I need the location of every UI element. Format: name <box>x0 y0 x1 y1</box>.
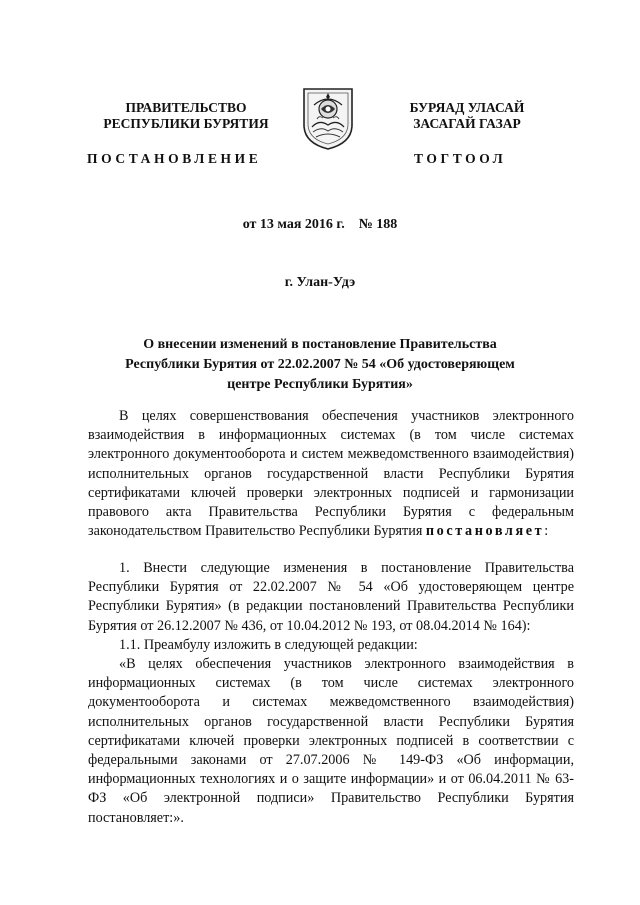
header-left-line1: ПРАВИТЕЛЬСТВО <box>125 100 247 115</box>
header-right-line2: ЗАСАГАЙ ГАЗАР <box>413 116 521 131</box>
header-right-line1: БУРЯАД УЛАСАЙ <box>409 100 525 115</box>
header-left-line2: РЕСПУБЛИКИ БУРЯТИЯ <box>103 116 269 131</box>
title-line-1: О внесении изменений в постановление Правительства <box>143 337 497 352</box>
city: г. Улан-Удэ <box>284 275 356 290</box>
preamble-text: В целях совершенствования обеспечения участников электронного взаимодействия в информационных системах (в том числе системах электронного документооборота и систем межведомственного взаимодействия) исполнительных органов государственной власти Республики Бурятия сертификатами ключей проверки электронных подписей и гармонизации правового акта Правительства Республики Бурятия с федеральным законодательством Правительство Республики Бурятия <box>88 408 574 540</box>
title-line-2: Республики Бурятия от 22.02.2007 № 54 «Об удостоверяющем <box>125 357 515 372</box>
header-right <box>372 100 562 132</box>
preamble-quote: «В целях обеспечения участников электронного взаимодействия в информационных системах (в том числе системах электронного документооборота и системах межведомственного взаимодействия) исполнительных органов государственной власти Республики Бурятия сертификатами ключей проверки электронных подписей в соответствии с федеральными законами от 27.07.2006 № 149-ФЗ «Об информации, информационных технологиях и о защите информации» и от 06.04.2011 № 63-ФЗ «Об электронной подписи» Правительство Республики Бурятия постановляет:». <box>88 656 574 826</box>
preamble-paragraph <box>88 407 574 541</box>
document-body <box>88 407 574 541</box>
document-items <box>88 559 574 828</box>
item-1-1: 1.1. Преамбулу изложить в следующей редакции: <box>119 636 418 653</box>
title-line-3: центре Республики Бурятия» <box>227 377 413 392</box>
decree-word: постановляет <box>425 523 545 540</box>
preamble-end: : <box>544 523 549 540</box>
document-title <box>90 335 550 395</box>
date-number: от 13 мая 2016 г. № 188 <box>242 217 398 232</box>
header-left <box>86 100 286 132</box>
doc-type-left: ПОСТАНОВЛЕНИЕ <box>87 151 262 166</box>
item-1: 1. Внести следующие изменения в постановление Правительства Республики Бурятия от 22.02.2007 № 54 «Об удостоверяющем центре Республики Бурятия» (в редакции постановлений Правительства Республики Бурятия от 26.12.2007 № 436, от 10.04.2012 № 193, от 08.04.2014 № 164): <box>88 560 574 634</box>
doc-type-right: ТОГТООЛ <box>414 151 507 166</box>
coat-of-arms-icon <box>299 85 357 151</box>
